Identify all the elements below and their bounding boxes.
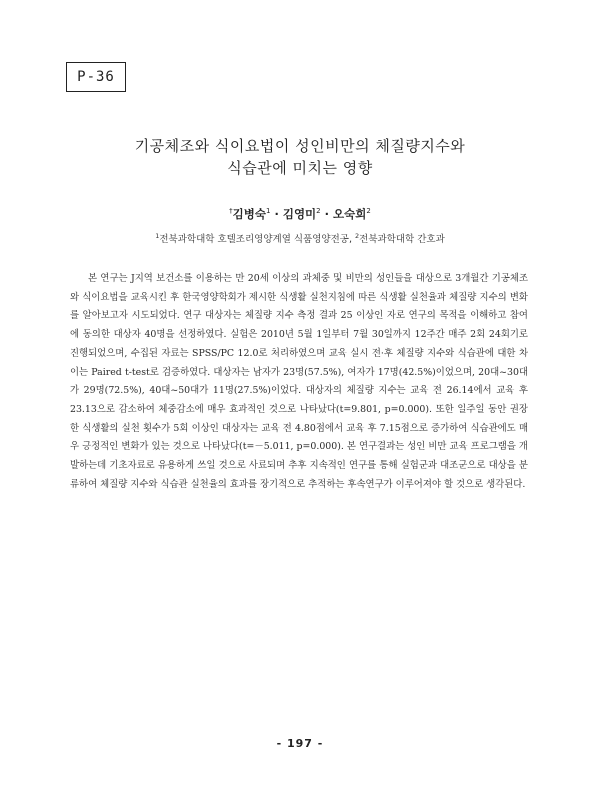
paper-title-line-1: 기공체조와 식이요법이 성인비만의 체질량지수와	[134, 137, 466, 155]
page-number: - 197 -	[276, 737, 324, 750]
author-2	[283, 207, 321, 221]
corresponding-author-mark: †	[229, 207, 233, 216]
author-name: 김영미	[282, 207, 317, 221]
author-affiliation-mark: 2	[316, 207, 321, 216]
author-affiliation-mark: 2	[366, 207, 371, 216]
affiliation-mark: 2	[355, 231, 360, 240]
author-3	[333, 207, 371, 221]
abstract-code: P-36	[77, 69, 115, 85]
abstract-code-box	[66, 62, 126, 92]
author-list	[60, 206, 540, 222]
author-name: 김병숙	[232, 207, 266, 221]
paper-title-line-2: 식습관에 미치는 영향	[227, 159, 373, 177]
affiliation-text: 전북과학대학 간호과	[359, 234, 445, 245]
affiliation-list	[60, 233, 540, 247]
author-separator: ·	[320, 207, 334, 221]
author-separator: ·	[270, 207, 283, 221]
author-affiliation-mark: 1	[265, 207, 271, 216]
abstract-body: 본 연구는 J지역 보건소를 이용하는 만 20세 이상의 과체중 및 비만의 성인들을 대상으로 3개월간 기공체조와 식이요법을 교육시킨 후 한국영양학회가 제시한 식생활 실천지침에 따른 식생활 실천율과 체질량 지수의 변화를 알아보고자 시도되었다. 연구 대상자는 체질량 지수 측정 결과 25 이상인 자로 연구의 목적을 이해하고 참여에 동의한 대상자 40명을 선정하였다. 실험은 2010년 5월 1일부터 7월 30일까지 12주간 매주 2회 24회기로 진행되었으며, 수집된 자료는 SPSS/PC 12.0로 처리하였으며 교육 실시 전·후 체질량 지수와 식습관에 대한 차이는 Paired t-test로 검증하였다. 대상자는 남자가 23명(57.5%), 여자가 17명(42.5%)이었으며, 20대~30대가 29명(72.5%), 40대~50대가 11명(27.5%)이었다. 대상자의 체질량 지수는 교육 전 26.14에서 교육 후 23.13으로 감소하여 체중감소에 매우 효과적인 것으로 나타났다(t=9.801, p=0.000). 또한 일주일 동안 권장한 식생활의 실천 횟수가 5회 이상인 대상자는 교육 전 4.80점에서 교육 후 7.15점으로 증가하여 식습관에도 매우 긍정적인 변화가 있는 것으로 나타났다(t=－5.011, p=0.000). 본 연구결과는 성인 비만 교육 프로그램을 개발하는데 기초자료로 유용하게 쓰일 것으로 사료되며 추후 지속적인 연구를 통해 실험군과 대조군으로 대상을 분류하여 체질량 지수와 식습관 실천율의 효과를 장기적으로 추적하는 후속연구가 이루어져야 할 것으로 생각된다.	[70, 273, 528, 490]
author-name: 오숙희	[333, 207, 367, 221]
affiliation-text: 전북과학대학 호텔조리영양계열 식품영양전공,	[159, 234, 355, 245]
author-1	[229, 207, 270, 221]
affiliation-mark: 1	[155, 231, 160, 240]
